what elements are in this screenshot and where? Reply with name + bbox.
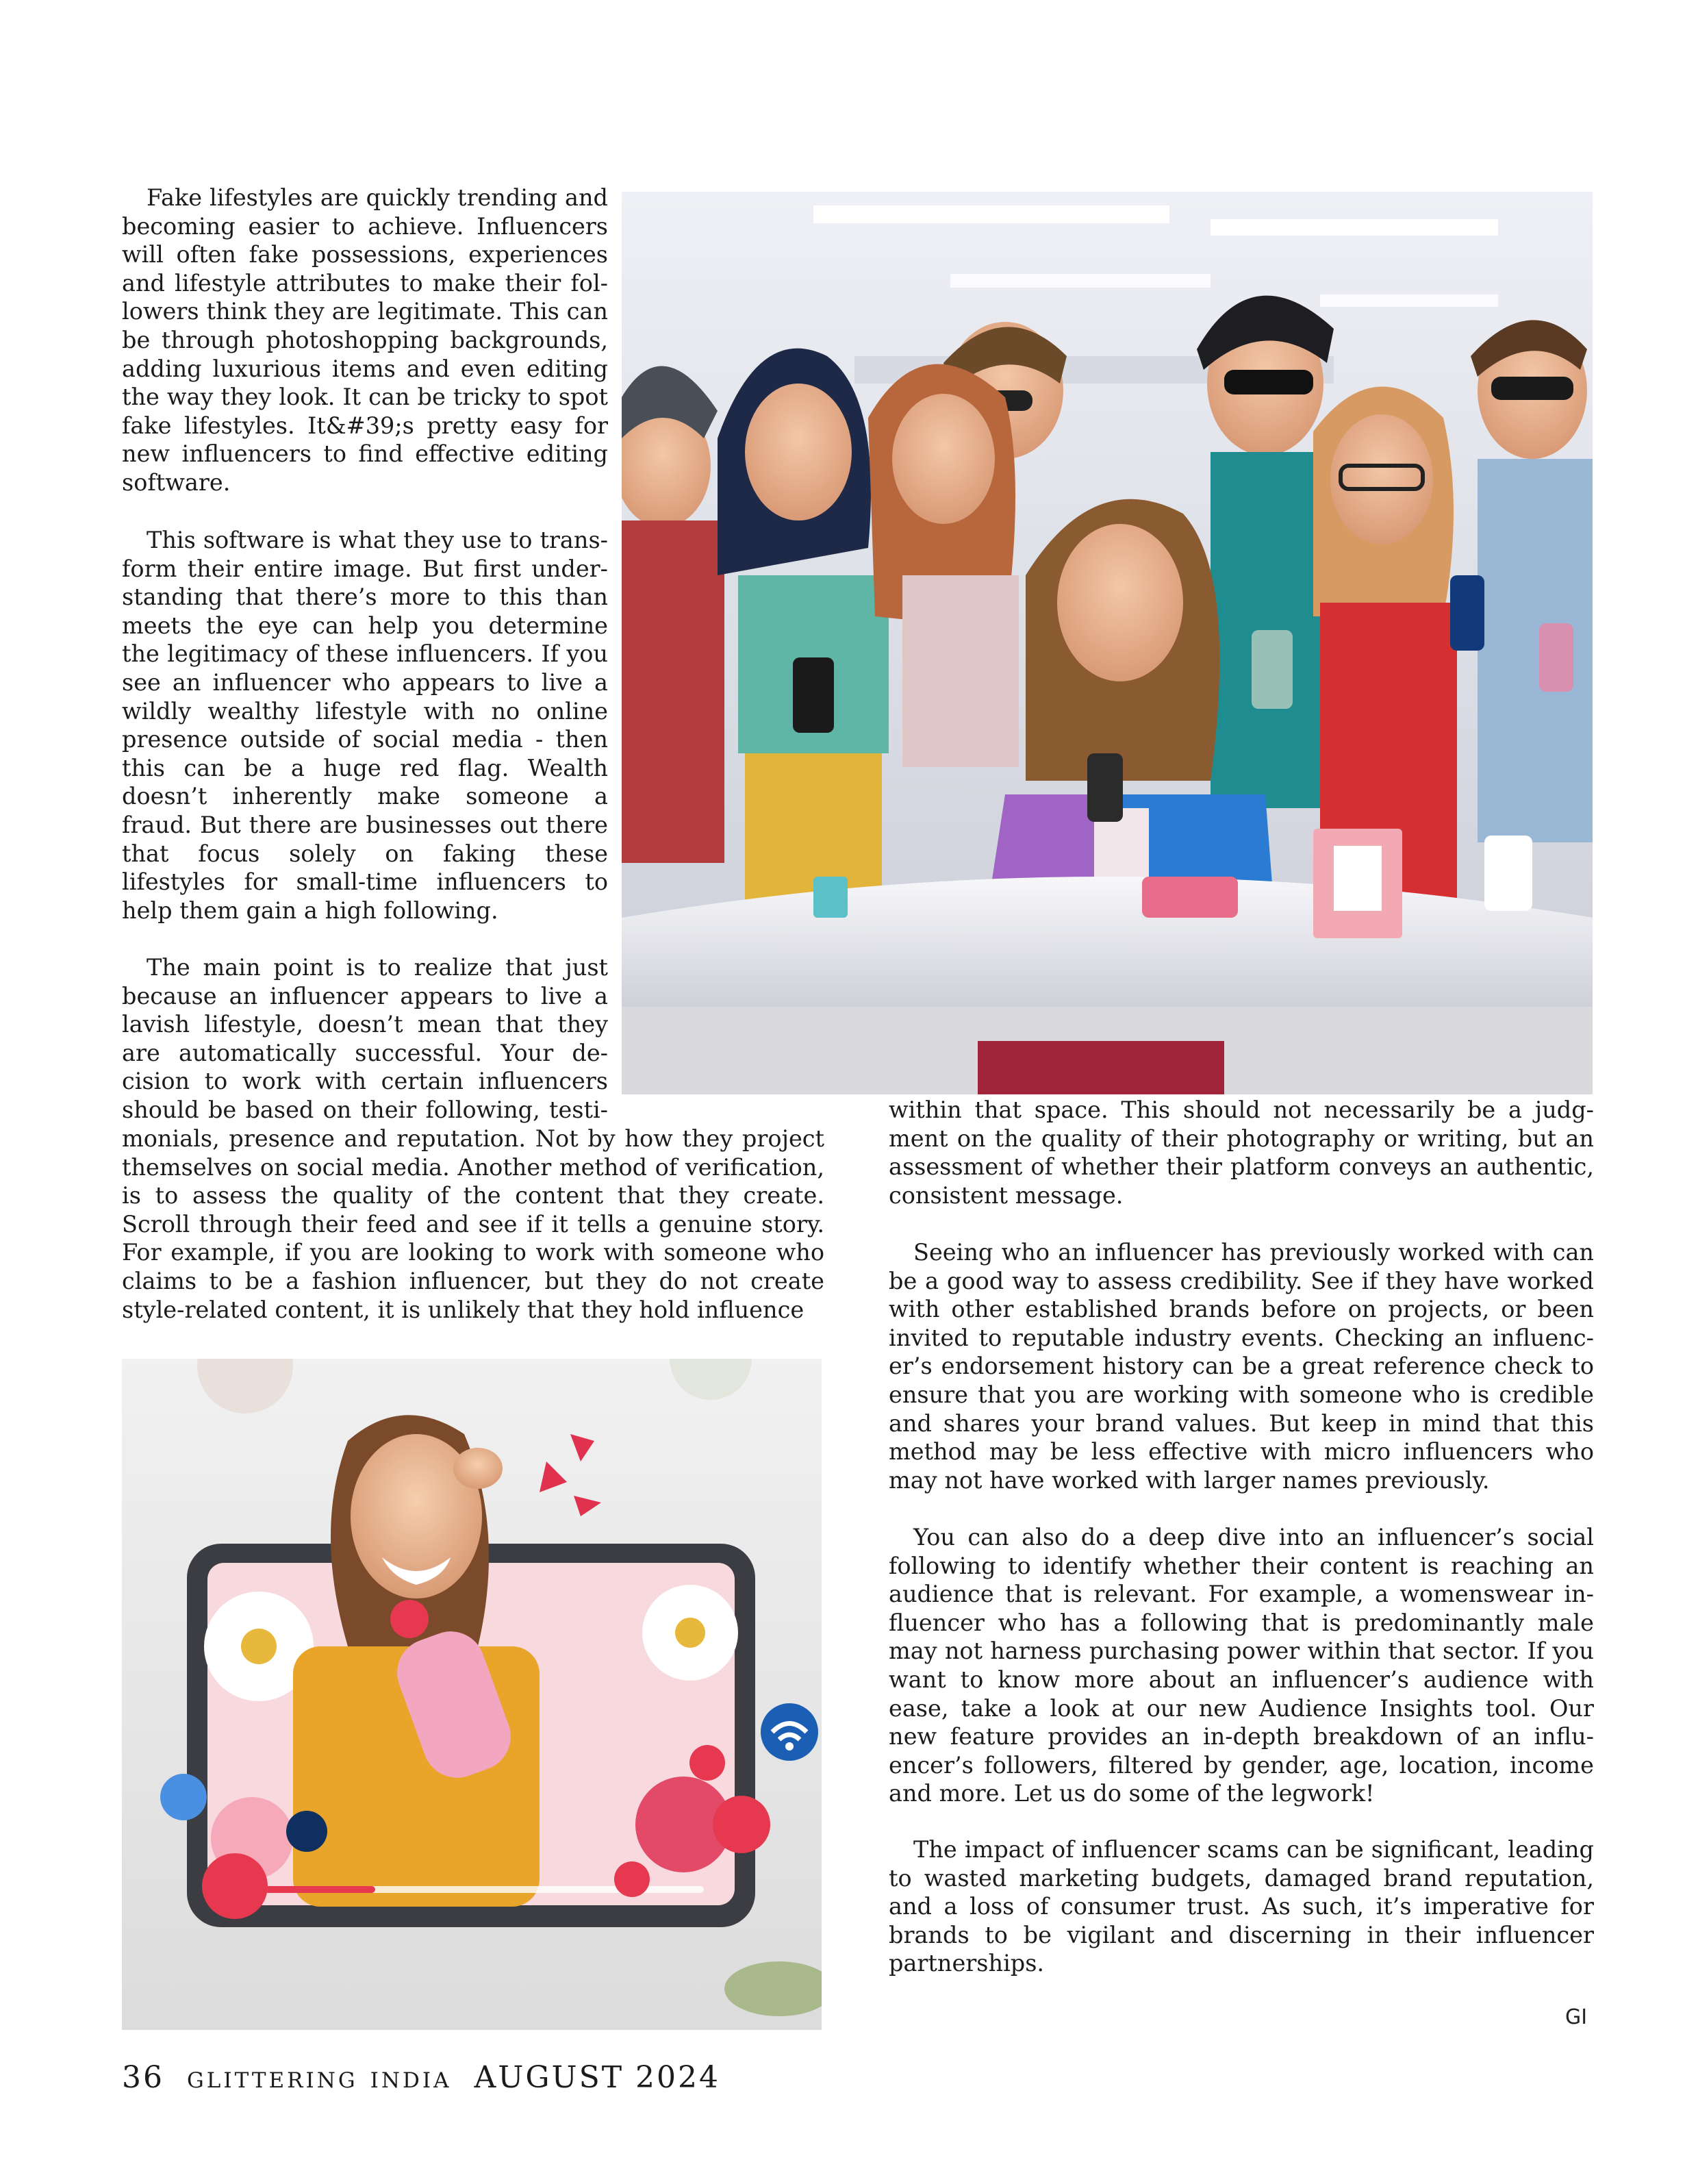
issue-date: AUGUST 2024	[474, 2060, 721, 2095]
publication-name: glittering india	[187, 2060, 452, 2095]
article-paragraph-3-middle: monials, presence and reputation. Not by how they project themselves on social media. Another method of verification, is to assess the quality of the content that they create. Scroll through their feed and see if it tells a genuine story. For example, if you are looking to work with someone who claims to be a fashion influencer, but they do not create style-related content, it is unlikely that they hold influence	[122, 1125, 824, 1323]
article-paragraph-2: This software is what they use to transform their entire image. But first understanding that there’s more to this than meets the eye can help you determine the legitimacy of these influencers. If you see an influencer who appears to live a wildly wealthy lifestyle with no online presence outside of social media - then this can be a huge red flag. Wealth doesn’t inherently make someone a fraud. But there are businesses out there that focus solely on faking these lifestyles for small-time influencers to help them gain a high following.	[122, 527, 608, 924]
article-paragraph-3-start: The main point is to realize that just because an influencer appears to live a lavish lifestyle, doesn’t mean that they are automatically successful. Your decision to work with certain influencers should be based on their following, testi-	[122, 954, 608, 1123]
page-footer	[122, 2060, 731, 2095]
article-paragraph-5: You can also do a deep dive into an influencer’s social following to identify whether their content is reaching an audience that is relevant. For example, a womenswear influencer who has a following that is predominantly male may not harness purchasing power within that sector. If you want to know more about an influencer’s audience with ease, take a look at our new Audience Insights tool. Our new feature provides an in-depth breakdown of an influencer’s followers, filtered by gender, age, location, income and more. Let us do some of the legwork!	[889, 1524, 1594, 1807]
article-paragraph-6: The impact of influencer scams can be significant, leading to wasted marketing budgets, damaged brand reputation, and a loss of consumer trust. As such, it’s imperative for brands to be vigilant and discerning in their influencer partnerships.	[889, 1836, 1594, 1977]
influencer-group-photo	[622, 192, 1593, 1094]
page-number: 36	[122, 2060, 164, 2095]
article-signoff: GI	[1565, 2005, 1588, 2029]
article-paragraph-1: Fake lifestyles are quickly trending and becoming easier to achieve. Influencers will often fake possessions, experiences and lifestyle attributes to make their followers think they are legitimate. This can be through photoshopping backgrounds, adding luxurious items and even editing the way they look. It can be tricky to spot fake lifestyles. It&#39;s pretty easy for new influencers to find effective editing software.	[122, 184, 608, 496]
influencer-tablet-photo	[122, 1359, 822, 2030]
article-paragraph-3-end: within that space. This should not necessarily be a judgment on the quality of their photography or writing, but an assessment of whether their platform conveys an authentic, consistent message.	[889, 1096, 1594, 1209]
article-paragraph-4: Seeing who an influencer has previously worked with can be a good way to assess credibility. See if they have worked with other established brands before on projects, or been invited to reputable industry events. Checking an influencer’s endorsement history can be a great reference check to ensure that you are working with someone who is credible and shares your brand values. But keep in mind that this method may be less effective with micro influencers who may not have worked with larger names previously.	[889, 1239, 1594, 1494]
